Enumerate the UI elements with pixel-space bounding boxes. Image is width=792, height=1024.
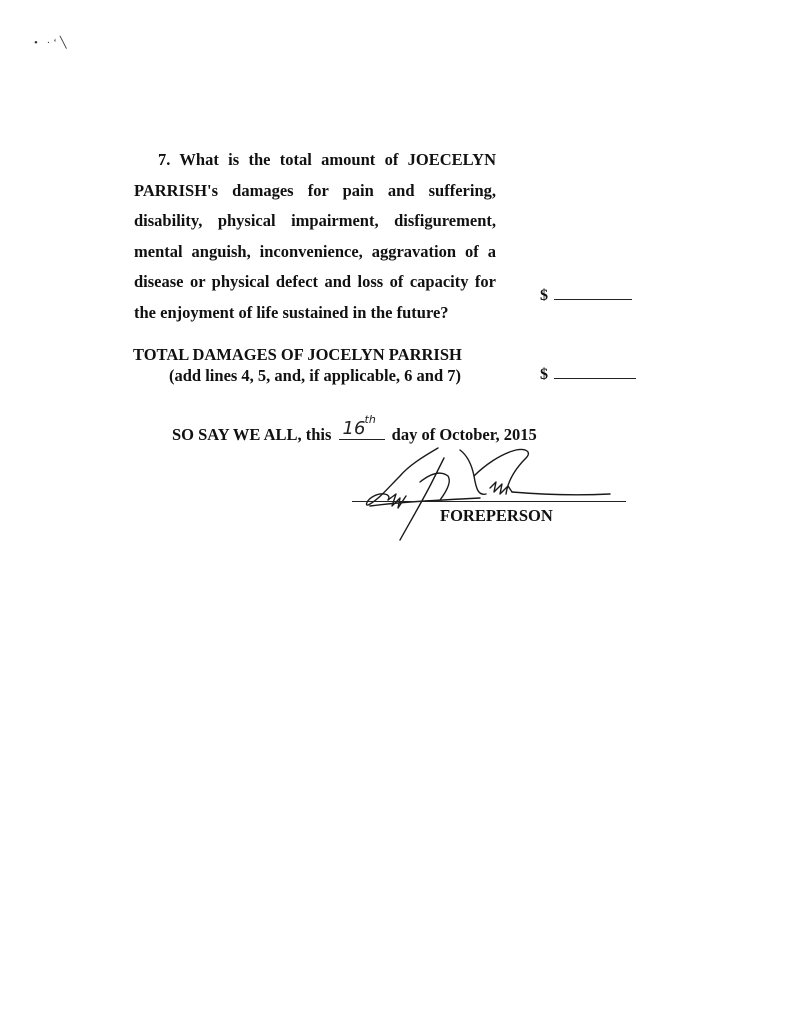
amount-blank <box>554 287 632 300</box>
question-number: 7. <box>158 150 171 169</box>
attestation-prefix: SO SAY WE ALL, this <box>172 425 332 444</box>
scan-marks: • ·‘╲ <box>34 37 70 49</box>
signature-line <box>352 501 626 502</box>
amount-blank <box>554 366 636 379</box>
dollar-sign: $ <box>540 366 548 383</box>
total-heading: TOTAL DAMAGES OF JOCELYN PARRISH <box>133 345 462 364</box>
handwritten-day: 16 <box>342 418 366 439</box>
total-damages <box>133 344 462 386</box>
handwritten-day-suffix: th <box>364 413 376 426</box>
question-7-amount <box>540 287 632 305</box>
question-line: disability, physical impairment, disfigurement, <box>134 211 496 230</box>
question-line: the enjoyment of life sustained in the future? <box>134 302 449 322</box>
total-subline: (add lines 4, 5, and, if applicable, 6 and 7) <box>169 366 462 385</box>
question-line: disease or physical defect and loss of capacity for <box>134 272 496 291</box>
question-7 <box>134 145 496 328</box>
dollar-sign: $ <box>540 287 548 304</box>
question-line: mental anguish, inconvenience, aggravation of a <box>134 241 496 261</box>
question-line: 7. What is the total amount of JOECELYN <box>158 150 496 169</box>
foreperson-signature <box>340 436 640 546</box>
foreperson-label: FOREPERSON <box>440 506 553 525</box>
total-amount <box>540 366 636 384</box>
question-line: PARRISH's damages for pain and suffering, <box>134 180 496 200</box>
attestation-suffix: day of October, 2015 <box>391 425 537 444</box>
